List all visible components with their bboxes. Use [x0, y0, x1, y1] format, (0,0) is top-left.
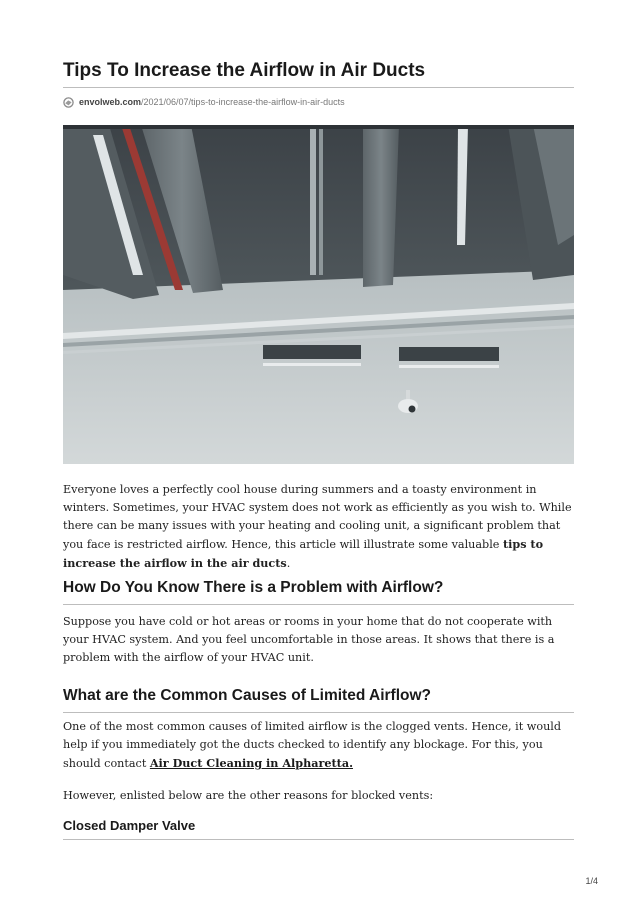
intro-keyword: tips to — [502, 537, 544, 551]
section2-paragraph — [63, 718, 574, 773]
section2-text: should contact — [63, 757, 150, 770]
section1-line: your HVAC system. And you feel uncomfortable in those areas. It shows that there is a — [63, 633, 555, 646]
section-divider — [63, 712, 574, 713]
ceiling-air-ducts-photo — [63, 125, 574, 464]
source-domain[interactable]: envolweb.com — [79, 97, 142, 107]
section1-line: problem with the airflow of your HVAC unit. — [63, 651, 314, 664]
section1-line: Suppose you have cold or hot areas or rooms in your home that do not cooperate with — [63, 615, 553, 628]
section2-line: help if you immediately got the ducts checked to identify any blockage. For this, you — [63, 738, 543, 751]
intro-line: Everyone loves a perfectly cool house during summers and a toasty environment in — [63, 483, 537, 496]
source-url[interactable] — [63, 95, 345, 109]
page-number: 1/4 — [585, 876, 598, 886]
intro-text: you face is restricted airflow. Hence, this article will illustrate some valuable — [63, 538, 503, 551]
section2-line — [63, 754, 574, 773]
air-duct-cleaning-link[interactable]: Air Duct Cleaning in Alpharetta. — [149, 756, 353, 770]
intro-period: . — [286, 557, 291, 570]
section-heading-airflow-problem: How Do You Know There is a Problem with Airflow? — [63, 579, 444, 596]
section-divider — [63, 604, 574, 605]
section2-paragraph-2 — [63, 787, 574, 805]
section-heading-common-causes: What are the Common Causes of Limited Airflow? — [63, 687, 432, 704]
section2-line: However, enlisted below are the other reasons for blocked vents: — [63, 789, 434, 802]
article-title: Tips To Increase the Airflow in Air Ducts — [63, 60, 426, 81]
intro-line: there can be many issues with your heating and cooling unit, a significant problem that — [63, 519, 561, 532]
intro-line: winters. Sometimes, your HVAC system does not work as efficiently as you wish to. While — [63, 501, 572, 514]
intro-line — [63, 554, 574, 573]
intro-paragraph — [63, 481, 574, 573]
source-path[interactable]: /2021/06/07/tips-to-increase-the-airflow-in-air-ducts — [141, 97, 345, 107]
title-divider — [63, 87, 574, 88]
subsection-divider — [63, 839, 574, 840]
subsection-heading-closed-damper: Closed Damper Valve — [63, 818, 196, 833]
section2-line: One of the most common causes of limited airflow is the clogged vents. Hence, it would — [63, 720, 562, 733]
section1-paragraph — [63, 613, 574, 667]
intro-line — [63, 535, 574, 554]
intro-keyword: increase the airflow in the air ducts — [63, 556, 287, 570]
site-favicon-icon — [63, 97, 74, 108]
